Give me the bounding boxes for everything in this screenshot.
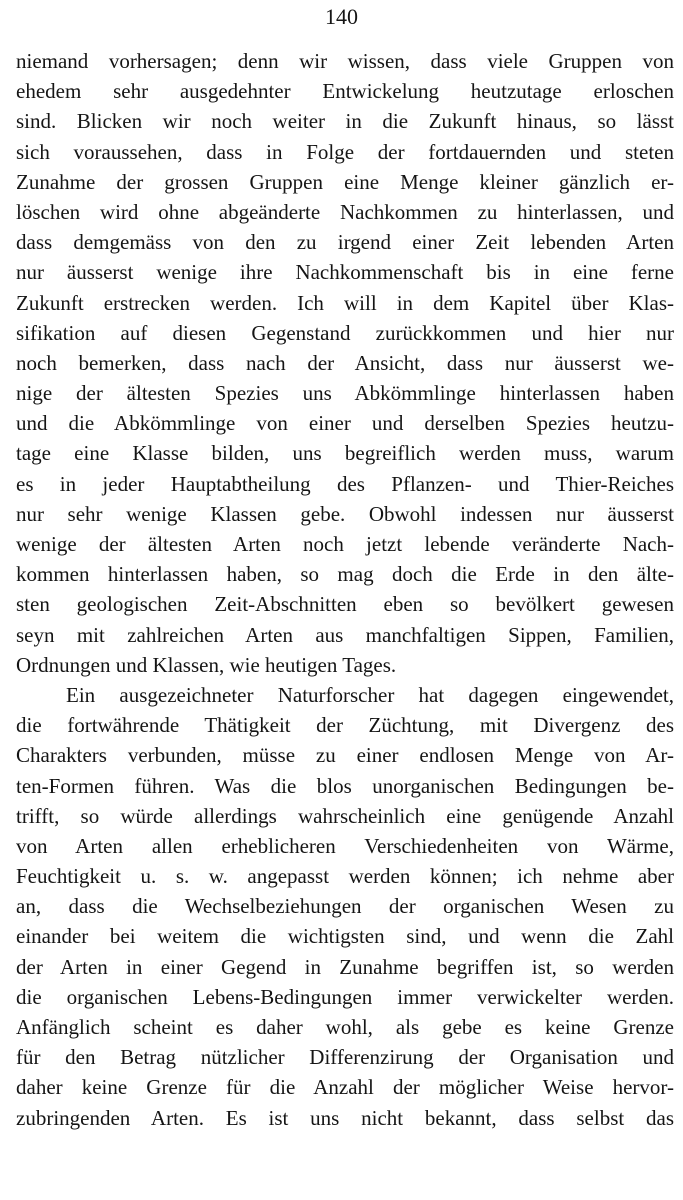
text-line: ehedem sehr ausgedehnter Entwickelung heutzutage erloschen (16, 79, 674, 104)
text-line: löschen wird ohne abgeänderte Nachkommen zu hinterlassen, und (16, 199, 674, 224)
text-line: sifikation auf diesen Gegenstand zurückkommen und hier nur (16, 320, 674, 345)
text-line: Charakters verbunden, müsse zu einer endlosen Menge von Ar- (16, 743, 674, 768)
text-line: tage eine Klasse bilden, uns begreiflich werden muss, warum (16, 441, 674, 466)
text-line: der Arten in einer Gegend in Zunahme begriffen ist, so werden (16, 954, 674, 979)
text-line: Zukunft erstrecken werden. Ich will in dem Kapitel über Klas- (16, 290, 674, 315)
page-number: 140 (325, 4, 358, 29)
text-line: Ordnungen und Klassen, wie heutigen Tages. (16, 652, 397, 677)
text-line: noch bemerken, dass nach der Ansicht, dass nur äusserst we- (16, 350, 674, 375)
text-line: wenige der ältesten Arten noch jetzt lebende veränderte Nach- (16, 532, 674, 556)
text-line: nur sehr wenige Klassen gebe. Obwohl indessen nur äusserst (16, 501, 674, 526)
text-line: sind. Blicken wir noch weiter in die Zukunft hinaus, so lässt (16, 109, 674, 134)
text-line: sich voraussehen, dass in Folge der fortdauernden und steten (16, 139, 674, 164)
text-line: einander bei weitem die wichtigsten sind, und wenn die Zahl (16, 924, 674, 949)
text-line: sten geologischen Zeit-Abschnitten eben so bevölkert gewesen (16, 592, 674, 617)
text-line: ten-Formen führen. Was die blos unorganischen Bedingungen be- (16, 773, 674, 798)
paragraph-1 (16, 46, 674, 680)
text-line: und die Abkömmlinge von einer und derselben Spezies heutzu- (16, 411, 674, 436)
text-line: es in jeder Hauptabtheilung des Pflanzen- und Thier-Reiches (16, 471, 674, 496)
text-line: Anfänglich scheint es daher wohl, als gebe es keine Grenze (16, 1015, 674, 1039)
text-line: die fortwährende Thätigkeit der Züchtung, mit Divergenz des (16, 713, 674, 738)
text-line: nige der ältesten Spezies uns Abkömmlinge hinterlassen haben (16, 381, 674, 406)
body-text (16, 46, 674, 1133)
text-line: von Arten allen erheblicheren Verschiedenheiten von Wärme, (16, 833, 674, 858)
text-line: Zunahme der grossen Gruppen eine Menge kleiner gänzlich er- (16, 169, 674, 194)
text-line: daher keine Grenze für die Anzahl der möglicher Weise hervor- (16, 1075, 674, 1100)
text-line: für den Betrag nützlicher Differenzirung der Organisation und (16, 1045, 674, 1070)
paragraph-2 (16, 680, 674, 1133)
text-line: Ein ausgezeichneter Naturforscher hat dagegen eingewendet, (66, 682, 674, 707)
text-line: seyn mit zahlreichen Arten aus manchfaltigen Sippen, Familien, (16, 622, 674, 647)
text-line: dass demgemäss von den zu irgend einer Zeit lebenden Arten (16, 230, 674, 255)
text-line: an, dass die Wechselbeziehungen der organischen Wesen zu (16, 894, 674, 919)
text-line: kommen hinterlassen haben, so mag doch die Erde in den älte- (16, 562, 674, 587)
text-line: niemand vorhersagen; denn wir wissen, dass viele Gruppen von (16, 49, 674, 73)
text-line: Feuchtigkeit u. s. w. angepasst werden können; ich nehme aber (16, 864, 674, 889)
text-line: die organischen Lebens-Bedingungen immer verwickelter werden. (16, 984, 674, 1009)
text-line: nur äusserst wenige ihre Nachkommenschaft bis in eine ferne (16, 260, 674, 285)
text-line: trifft, so würde allerdings wahrscheinlich eine genügende Anzahl (16, 803, 674, 828)
text-line: zubringenden Arten. Es ist uns nicht bekannt, dass selbst das (16, 1105, 674, 1130)
